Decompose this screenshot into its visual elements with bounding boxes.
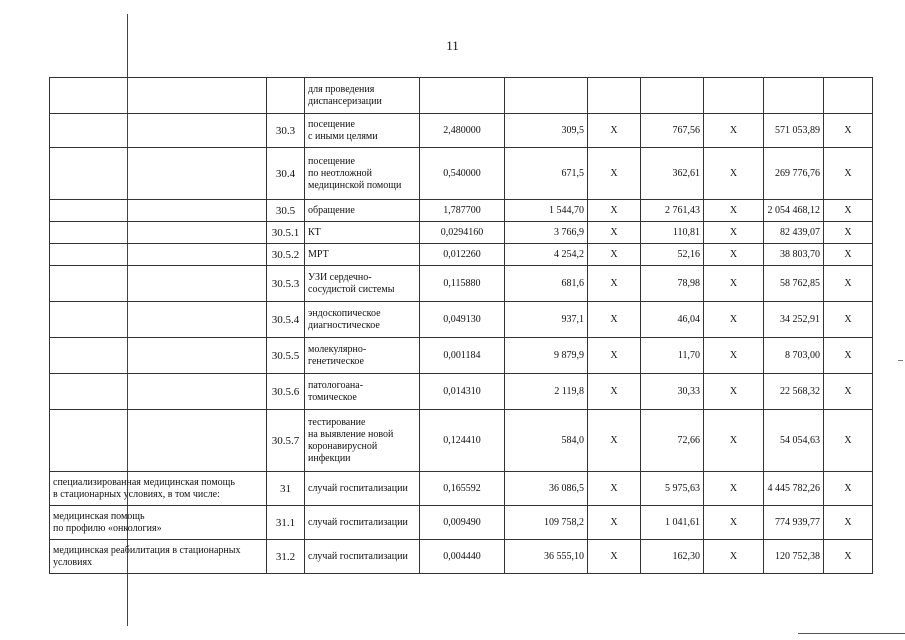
row-sum: 22 568,32 xyxy=(764,374,824,410)
row-unit: случай госпитализации xyxy=(305,540,420,574)
row-x1: X xyxy=(588,302,641,338)
row-amount: 767,56 xyxy=(641,114,704,148)
row-x1: X xyxy=(588,200,641,222)
row-x2: X xyxy=(704,540,764,574)
row-norm: 0,165592 xyxy=(420,472,505,506)
row-unit: УЗИ сердечно- сосудистой системы xyxy=(305,266,420,302)
table-row xyxy=(50,374,873,410)
row-norm: 0,001184 xyxy=(420,338,505,374)
row-x2: X xyxy=(704,374,764,410)
row-sum: 58 762,85 xyxy=(764,266,824,302)
row-cost: 671,5 xyxy=(505,148,588,200)
row-amount: 2 761,43 xyxy=(641,200,704,222)
row-norm: 0,009490 xyxy=(420,506,505,540)
row-x1: X xyxy=(588,266,641,302)
row-name xyxy=(50,374,267,410)
row-unit: обращение xyxy=(305,200,420,222)
page-number: 11 xyxy=(446,38,459,53)
row-name xyxy=(50,114,267,148)
row-number: 30.5.7 xyxy=(267,410,305,472)
row-unit: для проведения диспансеризации xyxy=(305,78,420,114)
row-x1: X xyxy=(588,472,641,506)
row-sum: 2 054 468,12 xyxy=(764,200,824,222)
row-norm: 0,540000 xyxy=(420,148,505,200)
row-sum: 571 053,89 xyxy=(764,114,824,148)
row-unit: посещение с иными целями xyxy=(305,114,420,148)
row-number: 30.4 xyxy=(267,148,305,200)
row-number: 31.2 xyxy=(267,540,305,574)
row-sum: 4 445 782,26 xyxy=(764,472,824,506)
row-number: 30.5.6 xyxy=(267,374,305,410)
row-amount: 1 041,61 xyxy=(641,506,704,540)
row-x1: X xyxy=(588,540,641,574)
row-x3: X xyxy=(824,472,873,506)
row-amount: 5 975,63 xyxy=(641,472,704,506)
row-sum: 54 054,63 xyxy=(764,410,824,472)
row-number: 31.1 xyxy=(267,506,305,540)
row-x2: X xyxy=(704,244,764,266)
row-x3 xyxy=(824,78,873,114)
row-sum: 34 252,91 xyxy=(764,302,824,338)
row-name xyxy=(50,78,267,114)
row-x3: X xyxy=(824,148,873,200)
row-x2: X xyxy=(704,148,764,200)
row-x3: X xyxy=(824,338,873,374)
row-amount: 78,98 xyxy=(641,266,704,302)
row-unit: КТ xyxy=(305,222,420,244)
row-name: медицинская помощь по профилю «онкология» xyxy=(50,506,267,540)
row-x1 xyxy=(588,78,641,114)
row-x2 xyxy=(704,78,764,114)
table-row xyxy=(50,244,873,266)
row-norm: 1,787700 xyxy=(420,200,505,222)
row-x3: X xyxy=(824,114,873,148)
row-name xyxy=(50,200,267,222)
row-number: 30.3 xyxy=(267,114,305,148)
row-name xyxy=(50,244,267,266)
row-x1: X xyxy=(588,506,641,540)
row-x3: X xyxy=(824,374,873,410)
row-number: 30.5.5 xyxy=(267,338,305,374)
row-cost: 4 254,2 xyxy=(505,244,588,266)
row-x3: X xyxy=(824,266,873,302)
row-x2: X xyxy=(704,266,764,302)
row-cost: 36 086,5 xyxy=(505,472,588,506)
row-norm: 0,012260 xyxy=(420,244,505,266)
row-unit: патологоана- томическое xyxy=(305,374,420,410)
table-row xyxy=(50,338,873,374)
row-x3: X xyxy=(824,200,873,222)
row-x1: X xyxy=(588,244,641,266)
row-x2: X xyxy=(704,472,764,506)
row-amount: 52,16 xyxy=(641,244,704,266)
table-row xyxy=(50,506,873,540)
row-x2: X xyxy=(704,200,764,222)
row-x1: X xyxy=(588,410,641,472)
row-cost: 2 119,8 xyxy=(505,374,588,410)
row-number: 30.5.2 xyxy=(267,244,305,266)
bottom-rule xyxy=(798,633,905,634)
table-row xyxy=(50,114,873,148)
row-cost: 9 879,9 xyxy=(505,338,588,374)
row-amount: 30,33 xyxy=(641,374,704,410)
row-number: 31 xyxy=(267,472,305,506)
row-amount: 362,61 xyxy=(641,148,704,200)
row-name xyxy=(50,266,267,302)
row-x3: X xyxy=(824,410,873,472)
row-cost: 36 555,10 xyxy=(505,540,588,574)
row-norm: 0,0294160 xyxy=(420,222,505,244)
table-row xyxy=(50,540,873,574)
row-x1: X xyxy=(588,222,641,244)
row-norm: 0,049130 xyxy=(420,302,505,338)
table-body xyxy=(50,78,873,574)
row-x3: X xyxy=(824,302,873,338)
row-x3: X xyxy=(824,506,873,540)
row-x2: X xyxy=(704,410,764,472)
table-row xyxy=(50,148,873,200)
row-x1: X xyxy=(588,374,641,410)
row-x3: X xyxy=(824,244,873,266)
row-name xyxy=(50,410,267,472)
row-x3: X xyxy=(824,540,873,574)
row-sum xyxy=(764,78,824,114)
row-sum: 269 776,76 xyxy=(764,148,824,200)
row-norm: 0,115880 xyxy=(420,266,505,302)
row-cost: 109 758,2 xyxy=(505,506,588,540)
row-cost: 1 544,70 xyxy=(505,200,588,222)
row-amount: 72,66 xyxy=(641,410,704,472)
row-name xyxy=(50,222,267,244)
row-cost xyxy=(505,78,588,114)
row-unit: тестирование на выявление новой коронавирусной инфекции xyxy=(305,410,420,472)
row-cost: 937,1 xyxy=(505,302,588,338)
row-x2: X xyxy=(704,506,764,540)
row-cost: 584,0 xyxy=(505,410,588,472)
row-norm: 0,004440 xyxy=(420,540,505,574)
row-x3: X xyxy=(824,222,873,244)
row-cost: 3 766,9 xyxy=(505,222,588,244)
row-name xyxy=(50,302,267,338)
row-sum: 38 803,70 xyxy=(764,244,824,266)
row-norm xyxy=(420,78,505,114)
table-row xyxy=(50,222,873,244)
row-number: 30.5.4 xyxy=(267,302,305,338)
row-amount: 110,81 xyxy=(641,222,704,244)
row-unit: эндоскопическое диагностическое xyxy=(305,302,420,338)
margin-mark xyxy=(898,360,903,361)
row-amount xyxy=(641,78,704,114)
row-sum: 774 939,77 xyxy=(764,506,824,540)
row-amount: 46,04 xyxy=(641,302,704,338)
table-row xyxy=(50,302,873,338)
table-row xyxy=(50,472,873,506)
table-row xyxy=(50,200,873,222)
row-sum: 120 752,38 xyxy=(764,540,824,574)
row-name xyxy=(50,148,267,200)
tariff-table xyxy=(49,77,873,574)
row-number xyxy=(267,78,305,114)
row-sum: 8 703,00 xyxy=(764,338,824,374)
row-cost: 681,6 xyxy=(505,266,588,302)
row-x1: X xyxy=(588,338,641,374)
row-norm: 0,124410 xyxy=(420,410,505,472)
row-name xyxy=(50,338,267,374)
row-unit: случай госпитализации xyxy=(305,472,420,506)
table-row xyxy=(50,78,873,114)
row-x1: X xyxy=(588,148,641,200)
row-unit: случай госпитализации xyxy=(305,506,420,540)
row-x2: X xyxy=(704,114,764,148)
row-cost: 309,5 xyxy=(505,114,588,148)
row-norm: 2,480000 xyxy=(420,114,505,148)
row-number: 30.5.1 xyxy=(267,222,305,244)
table-row xyxy=(50,410,873,472)
table-row xyxy=(50,266,873,302)
row-amount: 11,70 xyxy=(641,338,704,374)
row-unit: МРТ xyxy=(305,244,420,266)
row-norm: 0,014310 xyxy=(420,374,505,410)
row-unit: посещение по неотложной медицинской помощи xyxy=(305,148,420,200)
row-number: 30.5.3 xyxy=(267,266,305,302)
row-unit: молекулярно- генетическое xyxy=(305,338,420,374)
row-sum: 82 439,07 xyxy=(764,222,824,244)
row-name: специализированная медицинская помощь в стационарных условиях, в том числе: xyxy=(50,472,267,506)
row-name: медицинская реабилитация в стационарных условиях xyxy=(50,540,267,574)
row-amount: 162,30 xyxy=(641,540,704,574)
row-x2: X xyxy=(704,222,764,244)
row-x2: X xyxy=(704,338,764,374)
row-number: 30.5 xyxy=(267,200,305,222)
row-x2: X xyxy=(704,302,764,338)
row-x1: X xyxy=(588,114,641,148)
